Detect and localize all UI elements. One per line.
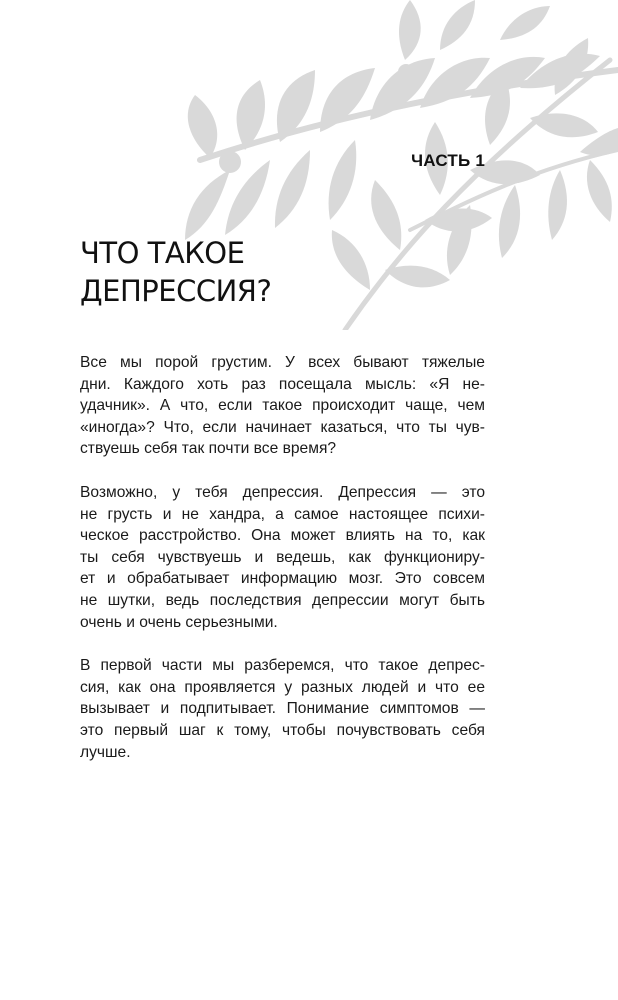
text-line: ты себя чувствуешь и ведешь, как функциониру- [80, 548, 485, 566]
text-line: сия, как она проявляется у разных людей и что ее [80, 678, 485, 696]
text-line: ствуешь себя так почти все время? [80, 440, 337, 458]
text-line: дни. Каждого хоть раз посещала мысль: «Я не- [80, 375, 485, 393]
text-line: Возможно, у тебя депрессия. Депрессия — это [80, 483, 485, 501]
paragraph [80, 655, 485, 763]
text-line: это первый шаг к тому, чтобы почувствовать себя [80, 721, 485, 739]
text-line: не грусть и не хандра, а самое настоящее психи- [80, 505, 485, 523]
body-text [80, 352, 485, 785]
part-label: ЧАСТЬ 1 [411, 151, 485, 170]
text-line: очень и очень серьезными. [80, 613, 278, 631]
text-line: В первой части мы разберемся, что такое депрес- [80, 657, 485, 675]
text-line: удачник». А что, если такое происходит чаще, чем [80, 397, 485, 415]
text-line: «иногда»? Что, если начинает казаться, что ты чув- [80, 418, 485, 436]
text-line: не шутки, ведь последствия депрессии могут быть [80, 591, 485, 609]
text-line: лучше. [80, 743, 131, 761]
paragraph [80, 352, 485, 460]
text-line: Все мы порой грустим. У всех бывают тяжелые [80, 354, 485, 371]
text-line: ет и обрабатывает информацию мозг. Это совсем [80, 570, 485, 588]
text-line: вызывает и подпитывает. Понимание симптомов — [80, 700, 485, 718]
text-line: ческое расстройство. Она может влиять на то, как [80, 527, 485, 545]
chapter-title-line: ЧТО ТАКОЕ [80, 236, 245, 270]
paragraph [80, 482, 485, 633]
chapter-title-line: ДЕПРЕССИЯ? [80, 274, 272, 308]
chapter-title [80, 234, 271, 310]
